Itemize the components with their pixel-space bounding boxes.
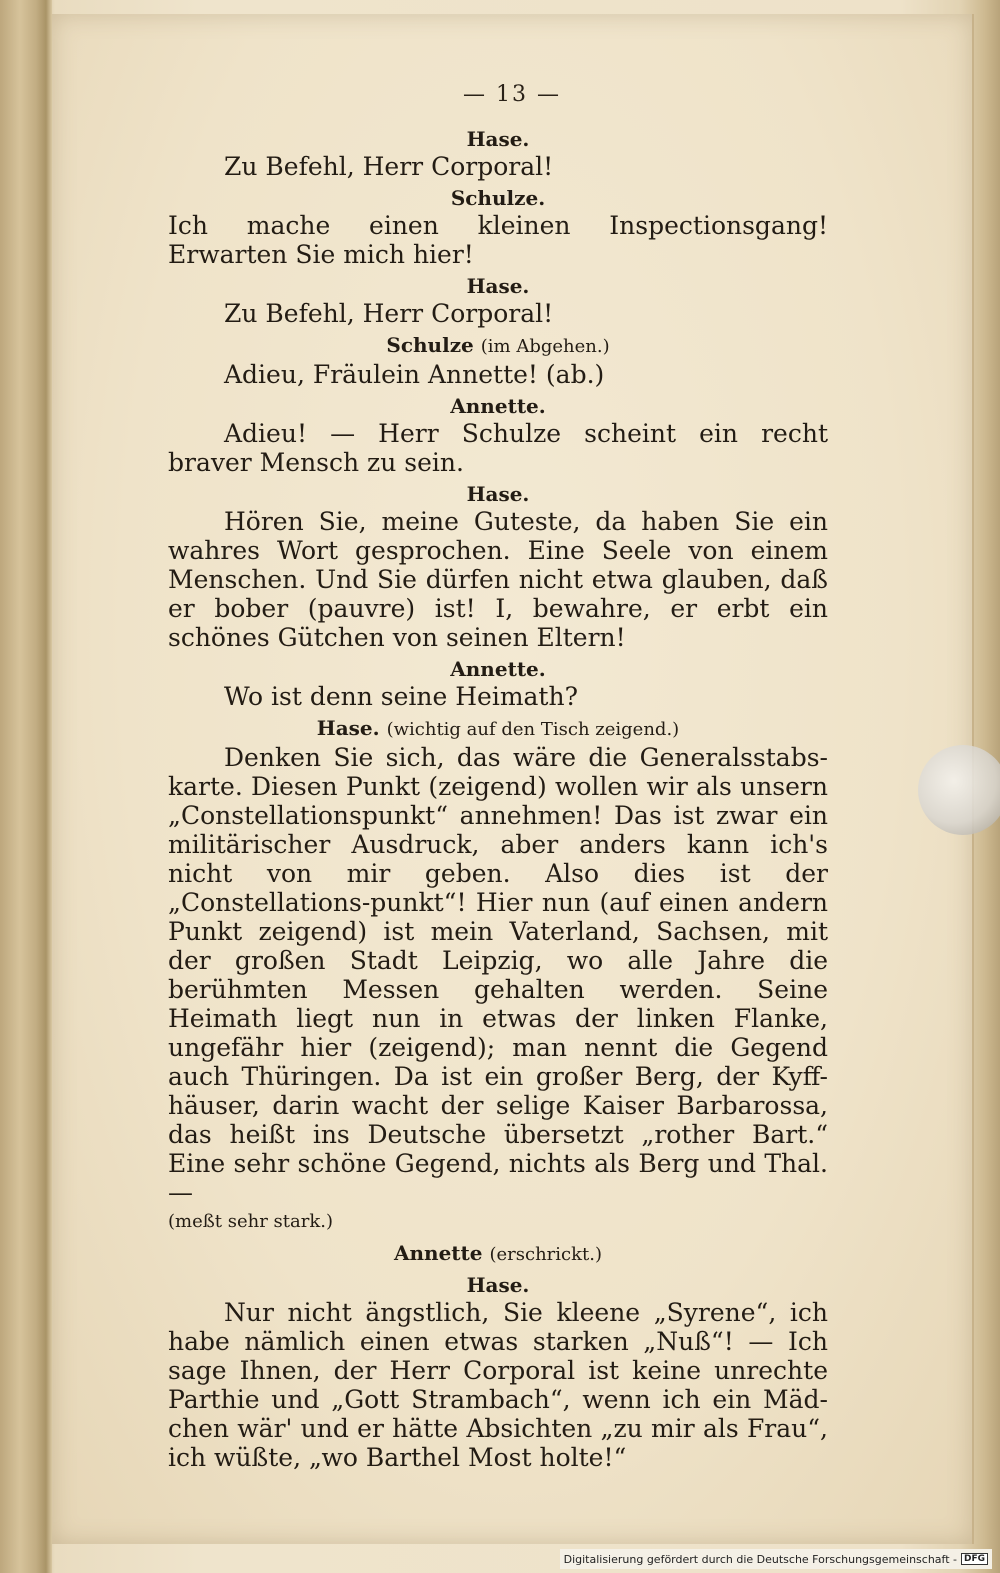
dialogue-text: Zu Befehl, Herr Corporal! — [224, 299, 554, 328]
speaker-heading — [168, 481, 828, 507]
stage-direction: (wichtig auf den Tisch zeigend.) — [386, 719, 680, 740]
speaker-heading — [168, 656, 828, 682]
book-spine — [0, 0, 52, 1573]
dialogue-text: Nur nicht ängstlich, Sie kleene „Syrene“, ich habe nämlich einen etwas starken „Nuß“! — Ich sage Ihnen, der Herr Corporal ist keine unrechte Parthie und „Gott Strambach“, wenn ich ein Mäd-chen wär' und er hätte Absichten „zu mir als Frau“, ich wüßte, „wo Barthel Most holte!“ — [168, 1298, 828, 1472]
dialogue-text: Adieu! — Herr Schulze scheint ein recht braver Mensch zu sein. — [168, 419, 828, 477]
stage-direction: (erschrickt.) — [489, 1244, 603, 1265]
dialogue-text: Denken Sie sich, das wäre die Generalsstabs-karte. Diesen Punkt (zeigend) wollen wir als unsern „Constellationspunkt“ annehmen! Das ist zwar ein militärischer Ausdruck, aber anders kann ich's nicht von mir geben. Also dies ist der „Constellations-punkt“! Hier nun (auf einen andern Punkt zeigend) ist mein Vaterland, Sachsen, mit der großen Stadt Leipzig, wo alle Jahre die berühmten Messen gehalten werden. Seine Heimath liegt nun in etwas der linken Flanke, ungefähr hier (zeigend); man nennt die Gegend auch Thüringen. Da ist ein großer Berg, der Kyff-häuser, darin wacht der selige Kaiser Barbarossa, das heißt ins Deutsche übersetzt „rother Bart.“ Eine sehr schöne Gegend, nichts als Berg und Thal. — — [168, 743, 828, 1207]
dialogue-text: Adieu, Fräulein Annette! (ab.) — [224, 360, 605, 389]
stage-direction: (meßt sehr stark.) — [168, 1211, 333, 1232]
speaker-heading — [168, 332, 828, 360]
speaker-name: Schulze. — [450, 186, 546, 210]
speaker-heading — [168, 126, 828, 152]
thumb-shadow — [918, 745, 1000, 835]
speaker-heading — [168, 393, 828, 419]
dialogue-text: Wo ist denn seine Heimath? — [224, 682, 578, 711]
speaker-name: Hase. — [466, 482, 530, 506]
speaker-name: Annette. — [450, 394, 546, 418]
speaker-heading — [168, 1272, 828, 1298]
speaker-heading — [168, 185, 828, 211]
dialogue-text: Zu Befehl, Herr Corporal! — [224, 152, 554, 181]
dialogue-text: Hören Sie, meine Guteste, da haben Sie ein wahres Wort gesprochen. Eine Seele von einem Menschen. Und Sie dürfen nicht etwa glauben, daß er bober (pauvre) ist! I, bewahre, er erbt ein schönes Gütchen von seinen Eltern! — [168, 507, 828, 652]
page-number: — 13 — — [463, 82, 561, 107]
footer-credit-text: Digitalisierung gefördert durch die Deutsche Forschungsgemeinschaft - — [563, 1552, 957, 1566]
dialogue-text: Ich mache einen kleinen Inspectionsgang! Erwarten Sie mich hier! — [168, 211, 828, 269]
speaker-name: Annette. — [450, 657, 546, 681]
speaker-heading — [168, 273, 828, 299]
speaker-name: Hase. — [466, 1273, 530, 1297]
speaker-heading — [168, 1240, 828, 1268]
speaker-heading — [168, 715, 828, 743]
speaker-name: Hase. — [316, 716, 380, 740]
footer-credit — [560, 1549, 992, 1569]
speaker-name: Annette — [393, 1241, 483, 1265]
speaker-name: Hase. — [466, 274, 530, 298]
dfg-logo: DFG — [961, 1553, 988, 1565]
speaker-name: Schulze — [386, 333, 474, 357]
stage-direction: (im Abgehen.) — [480, 336, 610, 357]
speaker-name: Hase. — [466, 127, 530, 151]
play-text — [168, 122, 828, 1472]
